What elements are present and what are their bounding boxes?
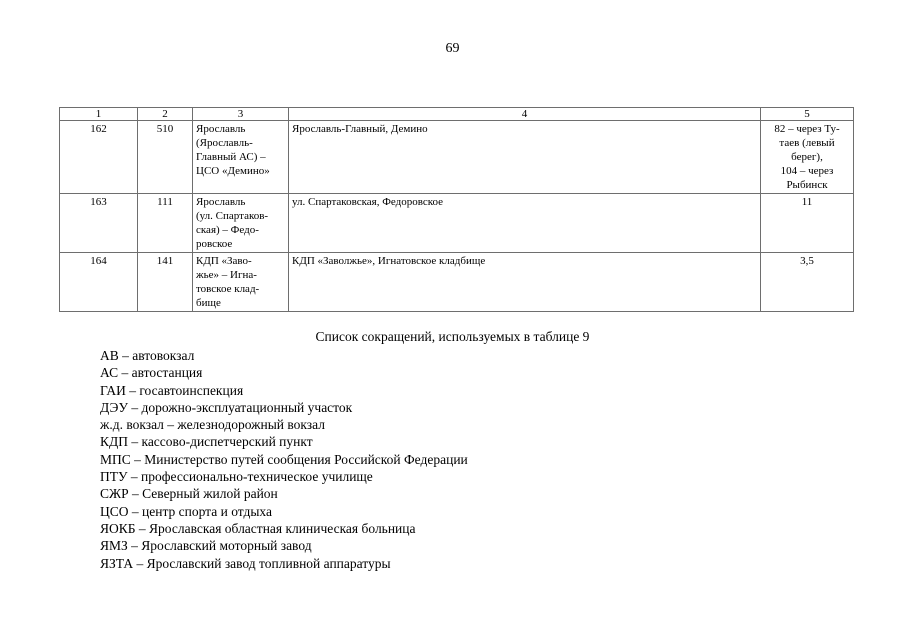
column-header: 4: [289, 108, 761, 121]
abbreviation-item: МПС – Министерство путей сообщения Российской Федерации: [100, 451, 468, 467]
route-stops-cell: ул. Спартаковская, Федоровское: [289, 194, 761, 253]
abbreviation-item: СЖР – Северный жилой район: [100, 486, 278, 502]
route-distance-cell: 82 – через Ту- таев (левый берег), 104 – через Рыбинск: [761, 121, 854, 194]
abbreviation-item: ГАИ – госавтоинспекция: [100, 382, 244, 398]
column-header: 5: [761, 108, 854, 121]
page-number: 69: [445, 41, 460, 56]
route-stops-cell: КДП «Заволжье», Игнатовское кладбище: [289, 253, 761, 312]
column-header: 2: [138, 108, 193, 121]
column-header: 3: [193, 108, 289, 121]
abbreviations-title: Список сокращений, используемых в таблице 9: [315, 329, 590, 344]
route-stops-cell: Ярославль-Главный, Демино: [289, 121, 761, 194]
table-row: [60, 253, 854, 312]
route-name-cell: Ярославль (Ярославль- Главный АС) – ЦСО «Демино»: [193, 121, 289, 194]
route-name-cell: КДП «Заво- жье» – Игна- товское клад- бище: [193, 253, 289, 312]
route-name-cell: Ярославль (ул. Спартаков- ская) – Федо- ровское: [193, 194, 289, 253]
abbreviations-list: [100, 347, 468, 572]
route-number-cell: 141: [138, 253, 193, 312]
routes-table: [59, 107, 854, 312]
table-row: [60, 121, 854, 194]
table-row: [60, 194, 854, 253]
abbreviation-item: ЯМЗ – Ярославский моторный завод: [100, 538, 312, 554]
route-number-cell: 111: [138, 194, 193, 253]
abbreviation-item: ЦСО – центр спорта и отдыха: [100, 503, 272, 519]
table-header-row: [60, 108, 854, 121]
row-number-cell: 164: [60, 253, 138, 312]
abbreviation-item: КДП – кассово-диспетчерский пункт: [100, 434, 313, 450]
abbreviation-item: АВ – автовокзал: [100, 348, 195, 363]
abbreviation-item: ПТУ – профессионально-техническое училище: [100, 469, 373, 485]
abbreviation-item: АС – автостанция: [100, 365, 203, 381]
abbreviation-item: ЯОКБ – Ярославская областная клиническая больница: [100, 520, 416, 536]
column-header: 1: [60, 108, 138, 121]
abbreviation-item: ДЭУ – дорожно-эксплуатационный участок: [100, 399, 353, 415]
abbreviation-item: ж.д. вокзал – железнодорожный вокзал: [100, 417, 325, 433]
route-number-cell: 510: [138, 121, 193, 194]
row-number-cell: 163: [60, 194, 138, 253]
row-number-cell: 162: [60, 121, 138, 194]
route-distance-cell: 11: [761, 194, 854, 253]
abbreviation-item: ЯЗТА – Ярославский завод топливной аппаратуры: [100, 555, 391, 571]
route-distance-cell: 3,5: [761, 253, 854, 312]
